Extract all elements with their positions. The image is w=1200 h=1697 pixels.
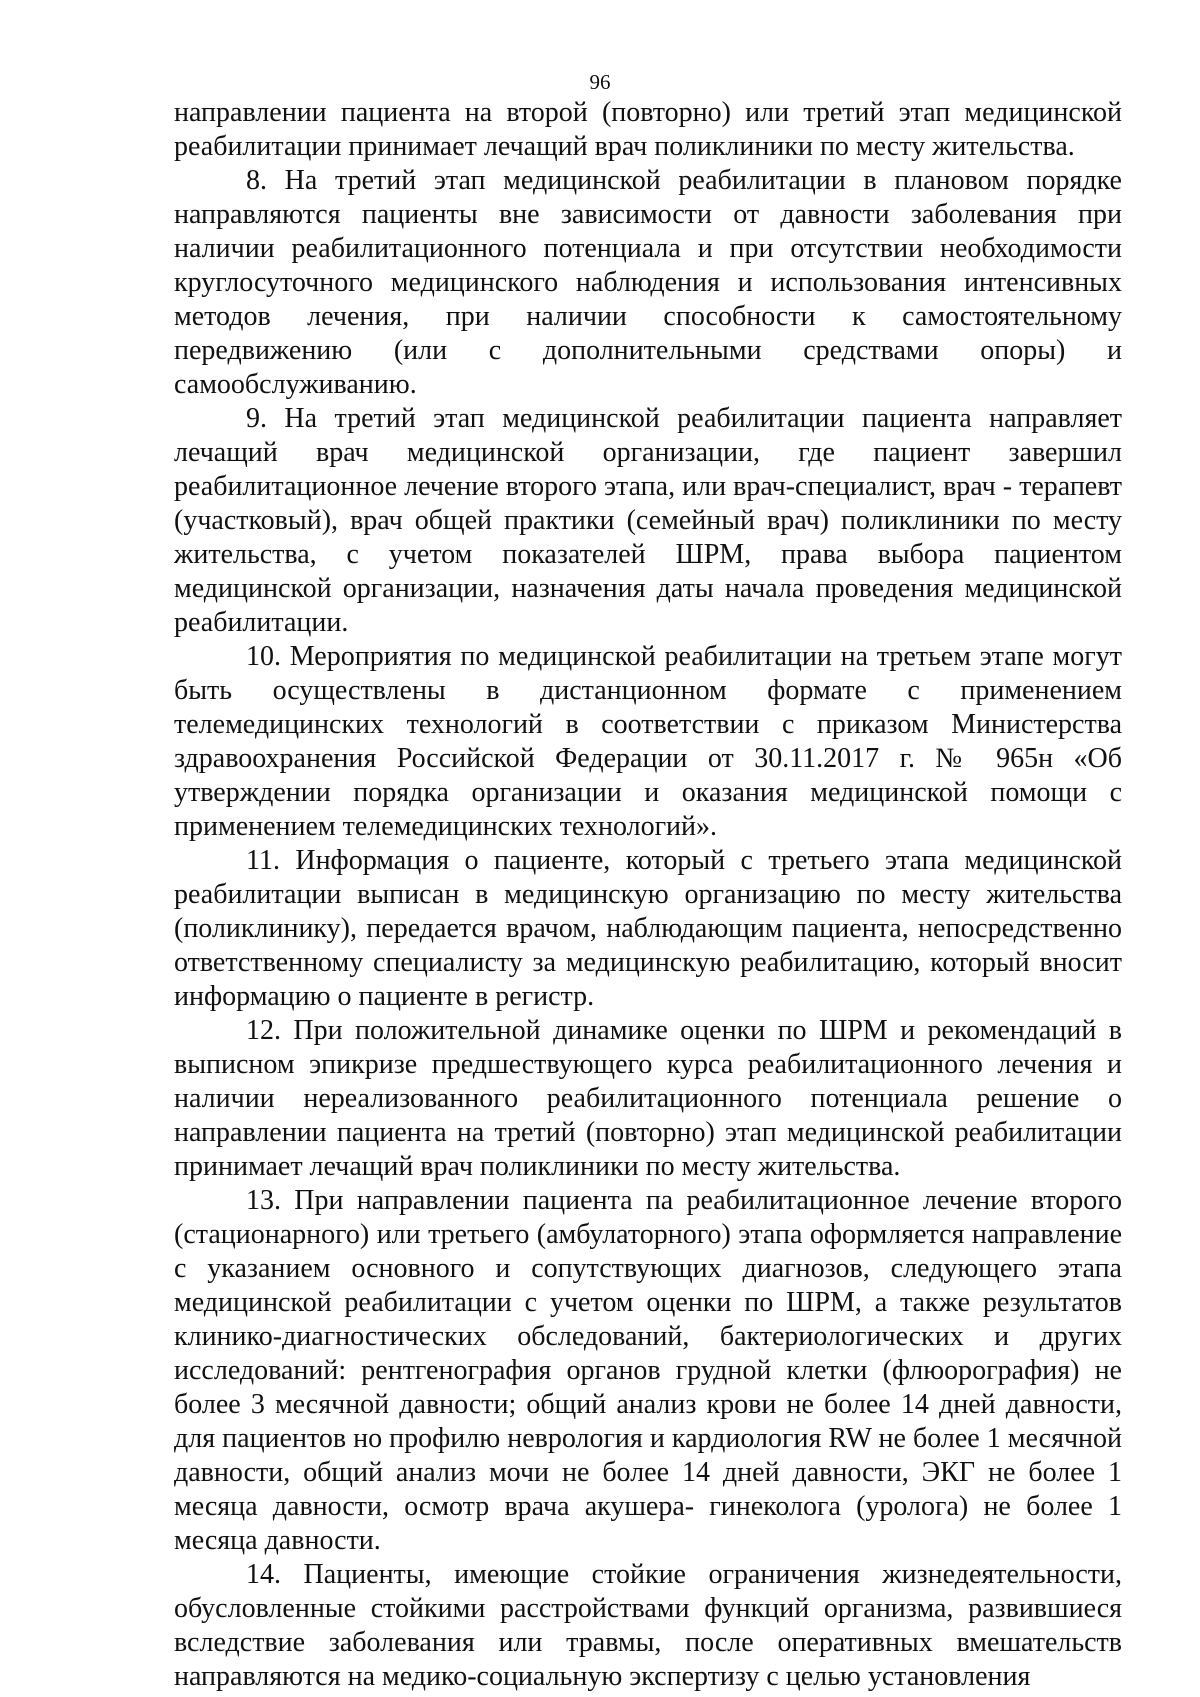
paragraph-item-13: 13. При направлении пациента па реабилитационное лечение второго (стационарного) или третьего (амбулаторного) этапа оформляется направление с указанием основного и сопутствующих диагнозов, следующего этапа медицинской реабилитации с учетом оценки по ШРМ, а также результатов клинико-диагностических обследований, бактериологических и других исследований: рентгенография органов грудной клетки (флюорография) не более 3 месячной давности; общий анализ крови не более 14 дней давности, для пациентов но профилю неврология и кардиология RW не более 1 месячной давности, общий анализ мочи не более 14 дней давности, ЭКГ не более 1 месяца давности, осмотр врача акушера- гинеколога (уролога) не более 1 месяца давности. [174, 1185, 1122, 1556]
paragraph-item-8: 8. На третий этап медицинской реабилитации в плановом порядке направляются пациенты вне зависимости от давности заболевания при наличии реабилитационного потенциала и при отсутствии необходимости круглосуточного медицинского наблюдения и использования интенсивных методов лечения, при наличии способности к самостоятельному передвижению (или с дополнительными средствами опоры) и самообслуживанию. [174, 165, 1122, 400]
paragraph-item-11: 11. Информация о пациенте, который с третьего этапа медицинской реабилитации выписан в медицинскую организацию по месту жительства (поликлинику), передается врачом, наблюдающим пациента, непосредственно ответственному специалисту за медицинскую реабилитацию, который вносит информацию о пациенте в регистр. [174, 845, 1122, 1012]
paragraph-item-12: 12. При положительной динамике оценки по ШРМ и рекомендаций в выписном эпикризе предшествующего курса реабилитационного лечения и наличии нереализованного реабилитационного потенциала решение о направлении пациента на третий (повторно) этап медицинской реабилитации принимает лечащий врач поликлиники по месту жительства. [174, 1015, 1122, 1182]
paragraph-item-14: 14. Пациенты, имеющие стойкие ограничения жизнедеятельности, обусловленные стойкими расстройствами функций организма, развившиеся вследствие заболевания или травмы, после оперативных вмешательств направляются на медико-социальную экспертизу с целью установления [174, 1559, 1122, 1692]
document-body [174, 96, 1122, 1694]
page-number: 96 [589, 70, 611, 94]
paragraph-item-10: 10. Мероприятия по медицинской реабилитации на третьем этапе могут быть осуществлены в дистанционном формате с применением телемедицинских технологий в соответствии с приказом Министерства здравоохранения Российской Федерации от 30.11.2017 г. № 965н «Об утверждении порядка организации и оказания медицинской помощи с применением телемедицинских технологий». [174, 641, 1122, 842]
paragraph-item-9: 9. На третий этап медицинской реабилитации пациента направляет лечащий врач медицинской организации, где пациент завершил реабилитационное лечение второго этапа, или врач-специалист, врач - терапевт (участковый), врач общей практики (семейный врач) поликлиники по месту жительства, с учетом показателей ШРМ, права выбора пациентом медицинской организации, назначения даты начала проведения медицинской реабилитации. [174, 403, 1122, 638]
paragraph-continuation: направлении пациента на второй (повторно) или третий этап медицинской реабилитации принимает лечащий врач поликлиники по месту жительства. [174, 97, 1122, 162]
